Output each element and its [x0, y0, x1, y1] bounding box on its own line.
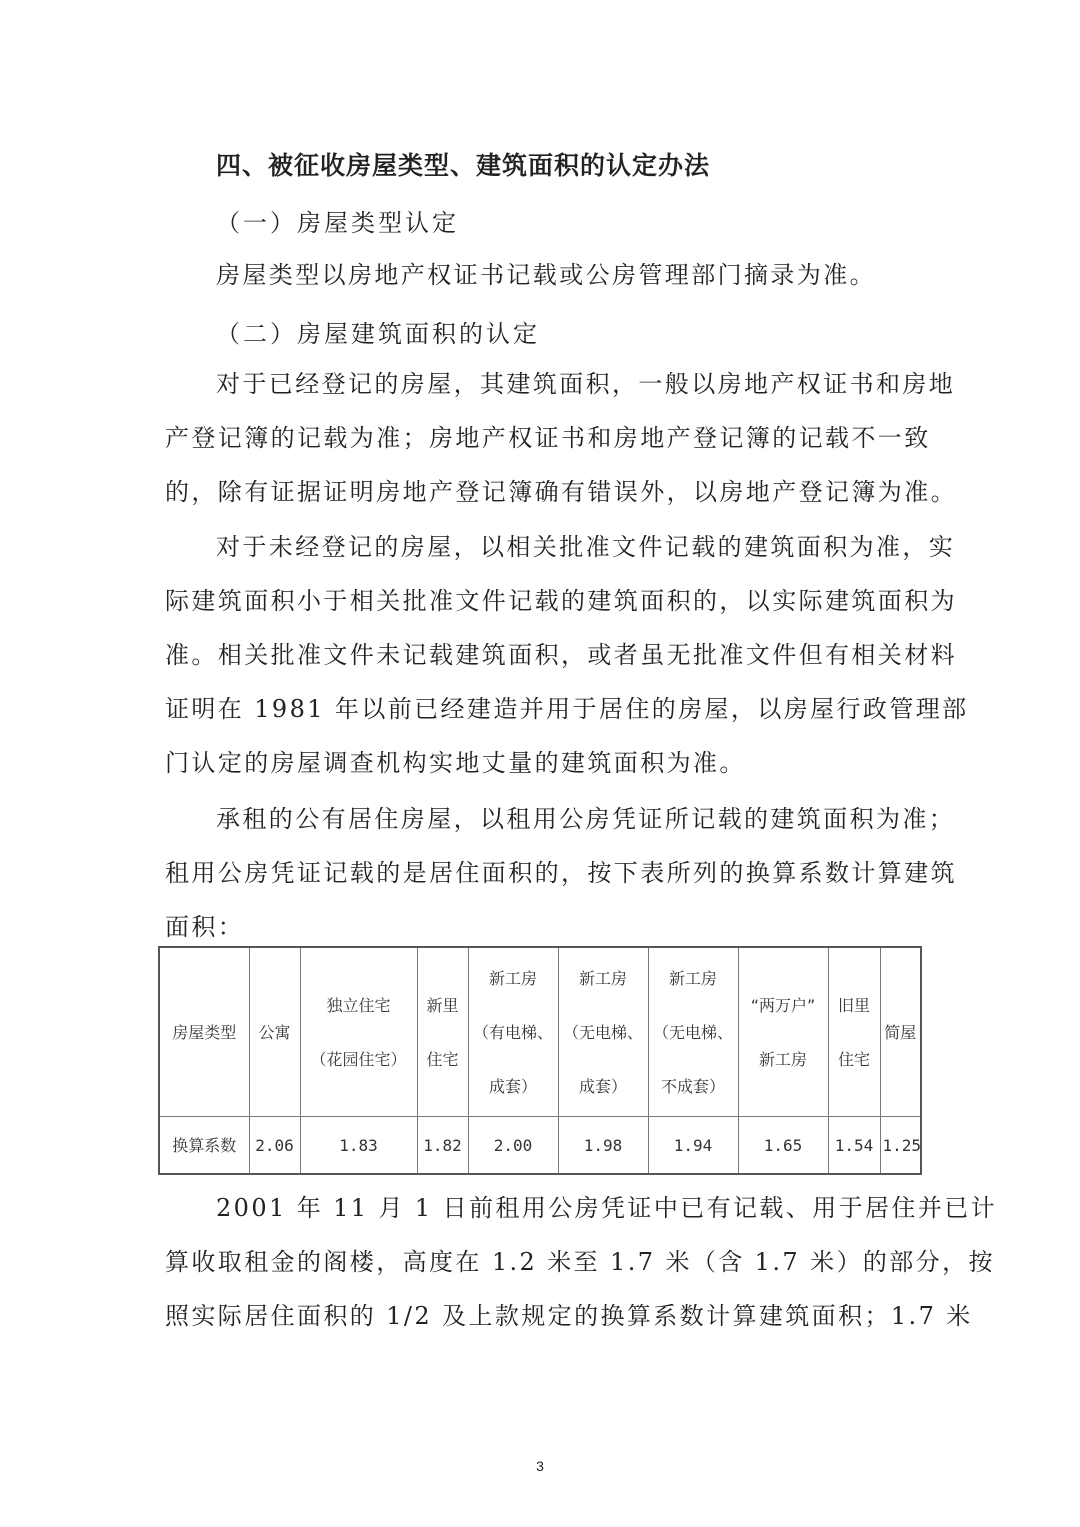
paragraph-line: 2001 年 11 月 1 日前租用公房凭证中已有记载、用于居住并已计 — [216, 1194, 998, 1222]
table-cell-header: 新里 住宅 — [417, 947, 468, 1117]
subsection-title-building-area: （二）房屋建筑面积的认定 — [216, 320, 540, 348]
paragraph-line: 照实际居住面积的 1/2 及上款规定的换算系数计算建筑面积；1.7 米 — [165, 1302, 973, 1330]
table-row-coefficient — [159, 1117, 921, 1175]
paragraph-public-housing — [165, 792, 957, 954]
table-cell-header: 公寓 — [249, 947, 300, 1117]
page-number: 3 — [536, 1458, 544, 1474]
table-row-house-type — [159, 947, 921, 1117]
table-cell-value: 1.83 — [300, 1117, 417, 1175]
table-cell-value: 2.00 — [468, 1117, 558, 1175]
table-cell-value: 1.54 — [828, 1117, 880, 1175]
paragraph-unregistered-houses — [165, 520, 969, 790]
table-cell-value: 1.94 — [648, 1117, 738, 1175]
table-cell-value: 1.98 — [558, 1117, 648, 1175]
table-cell-value: 1.82 — [417, 1117, 468, 1175]
paragraph-line: 对于已经登记的房屋，其建筑面积，一般以房地产权证书和房地 — [216, 370, 956, 398]
paragraph-line: 对于未经登记的房屋，以相关批准文件记载的建筑面积为准，实 — [216, 533, 956, 561]
subsection-title-house-type: （一）房屋类型认定 — [216, 209, 459, 237]
table-cell-header: “两万户” 新工房 — [738, 947, 828, 1117]
paragraph-line: 际建筑面积小于相关批准文件记载的建筑面积的，以实际建筑面积为 — [165, 587, 957, 615]
conversion-coefficient-table — [158, 946, 922, 1175]
table-cell-header: 旧里 住宅 — [828, 947, 880, 1117]
paragraph-line: 准。相关批准文件未记载建筑面积，或者虽无批准文件但有相关材料 — [165, 641, 957, 669]
table-cell-header: 新工房 （无电梯、 成套） — [558, 947, 648, 1117]
table-cell-value: 2.06 — [249, 1117, 300, 1175]
paragraph-line: 租用公房凭证记载的是居住面积的，按下表所列的换算系数计算建筑 — [165, 859, 957, 887]
table-cell-header: 新工房 （有电梯、 成套） — [468, 947, 558, 1117]
paragraph-line: 的，除有证据证明房地产登记簿确有错误外，以房地产登记簿为准。 — [165, 478, 957, 506]
paragraph-line: 证明在 1981 年以前已经建造并用于居住的房屋，以房屋行政管理部 — [165, 695, 969, 723]
paragraph-line: 产登记簿的记载为准；房地产权证书和房地产登记簿的记载不一致 — [165, 424, 931, 452]
paragraph-house-type — [165, 248, 917, 302]
paragraph-line: 门认定的房屋调查机构实地丈量的建筑面积为准。 — [165, 749, 746, 777]
paragraph-line: 承租的公有居住房屋，以租用公房凭证所记载的建筑面积为准； — [216, 805, 956, 833]
paragraph-line: 算收取租金的阁楼，高度在 1.2 米至 1.7 米（含 1.7 米）的部分，按 — [165, 1248, 995, 1276]
table-cell-header: 新工房 （无电梯、 不成套） — [648, 947, 738, 1117]
paragraph-line: 房屋类型以房地产权证书记载或公房管理部门摘录为准。 — [216, 261, 876, 289]
table-cell-header: 简屋 — [880, 947, 921, 1117]
section-heading: 四、被征收房屋类型、建筑面积的认定办法 — [216, 151, 711, 180]
table-cell-row-label: 房屋类型 — [159, 947, 249, 1117]
table-cell-header: 独立住宅 （花园住宅） — [300, 947, 417, 1117]
paragraph-line: 面积： — [165, 913, 245, 941]
table-cell-row-label: 换算系数 — [159, 1117, 249, 1175]
paragraph-attic — [165, 1181, 998, 1343]
paragraph-registered-houses — [165, 357, 957, 519]
table-cell-value: 1.25 — [880, 1117, 921, 1175]
table-cell-value: 1.65 — [738, 1117, 828, 1175]
